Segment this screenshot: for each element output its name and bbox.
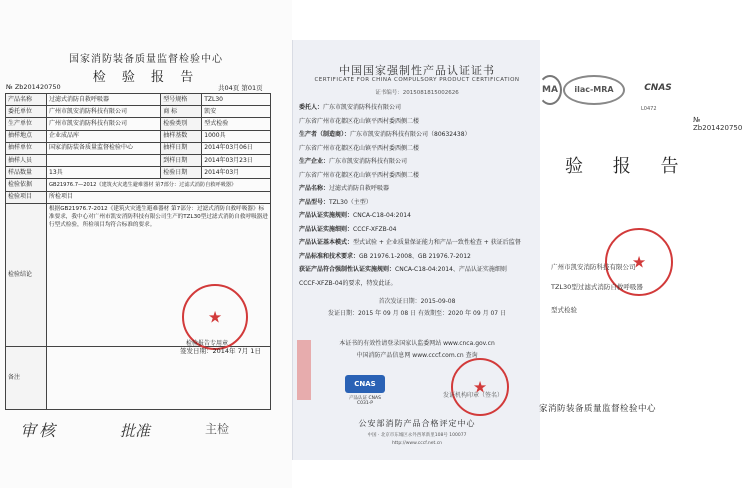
report-number: № Zb201420750 bbox=[693, 116, 743, 132]
field-value: 型式检验 bbox=[202, 118, 271, 130]
report-table bbox=[5, 93, 271, 410]
report-number: № Zb201420750 bbox=[6, 83, 61, 91]
star-icon: ★ bbox=[207, 307, 223, 327]
basis-label: 检验依据 bbox=[6, 179, 47, 191]
field-label: 样品数量 bbox=[6, 167, 47, 179]
cert-label: 委托人： bbox=[299, 104, 324, 111]
notes-value bbox=[47, 346, 271, 409]
inspection-report-left bbox=[0, 0, 292, 488]
cert-label: 产品认证实施规则： bbox=[299, 212, 354, 219]
field-value: 广州市凯安消防科技有限公司 bbox=[47, 118, 161, 130]
items-label: 检验项目 bbox=[6, 191, 47, 203]
cert-row bbox=[299, 156, 407, 165]
stamp-label: 检验报告专用章 bbox=[186, 340, 229, 347]
field-value: 广州市凯安消防科技有限公司 bbox=[47, 106, 161, 118]
report-row bbox=[6, 154, 271, 166]
cert-label: 产品认证基本模式： bbox=[299, 239, 354, 246]
cert-value: CNCA-C18-04:2014 bbox=[353, 212, 411, 219]
cert-value: CNCA-C18-04:2014、产品认证实施细则 bbox=[395, 266, 507, 273]
cert-row bbox=[299, 170, 419, 179]
cert-row bbox=[299, 183, 389, 192]
field-value: 过滤式消防自救呼吸器 bbox=[47, 94, 161, 106]
field-value: 国家消防装备质量监督检验中心 bbox=[47, 142, 161, 154]
report-row bbox=[6, 106, 271, 118]
cert-label: 产品名称： bbox=[299, 185, 330, 192]
field-label: 生产单位 bbox=[6, 118, 47, 130]
field-value: 1000具 bbox=[202, 130, 271, 142]
accreditation-logos bbox=[543, 75, 750, 105]
field-value: 13具 bbox=[47, 167, 161, 179]
verify-note-2: 中国消防产品信息网 www.cccf.com.cn 查询 bbox=[356, 352, 478, 359]
issuer-site: http://www.cccf.net.cn bbox=[391, 441, 443, 446]
cert-row bbox=[299, 237, 521, 246]
cert-title: 中国国家强制性产品认证证书 bbox=[339, 64, 495, 77]
notes-label: 备注 bbox=[6, 346, 47, 409]
product-name: TZL30型过滤式消防自救呼吸器 bbox=[551, 283, 643, 291]
cnas-sub: 产品认证 CNAS C031-P bbox=[349, 396, 381, 406]
star-icon: ★ bbox=[472, 377, 488, 397]
field-label: 到样日期 bbox=[161, 154, 202, 166]
red-mark bbox=[297, 340, 311, 400]
field-value: 凯安 bbox=[202, 106, 271, 118]
cert-number: 证书编号：2015081815002626 bbox=[375, 90, 459, 96]
field-label: 抽样人员 bbox=[6, 154, 47, 166]
report-footer: 家消防装备质量监督检验中心 bbox=[539, 404, 657, 414]
issuer-address: 中国 · 北京市东城区永外西革新里108号 100077 bbox=[367, 433, 467, 438]
star-icon: ★ bbox=[631, 252, 647, 272]
field-label: 抽样日期 bbox=[161, 142, 202, 154]
signature-2: 批准 bbox=[120, 422, 151, 440]
cnas-logo: CNAS bbox=[644, 83, 672, 93]
cert-row bbox=[299, 251, 471, 260]
cert-value: GB 21976.1-2008、GB 21976.7-2012 bbox=[359, 252, 471, 260]
field-label: 商 标 bbox=[161, 106, 202, 118]
cert-value: CCCF-XFZB-04 bbox=[353, 225, 397, 233]
issuer: 公安部消防产品合格评定中心 bbox=[358, 419, 476, 428]
field-label: 型号规格 bbox=[161, 94, 202, 106]
field-value: 2014年03月06日 bbox=[202, 142, 271, 154]
test-type: 型式检验 bbox=[551, 306, 577, 314]
report-row bbox=[6, 94, 271, 106]
report-title: 验 报 告 bbox=[565, 156, 691, 177]
cert-row bbox=[299, 264, 507, 273]
report-org: 国家消防装备质量监督检验中心 bbox=[69, 54, 223, 65]
red-seal-mid bbox=[451, 358, 509, 416]
inspection-report-right bbox=[539, 30, 750, 460]
signature-3: 主检 bbox=[205, 422, 230, 436]
cert-value: 广东省广州市花都区花山镇平西村委西侧二楼 bbox=[299, 117, 420, 125]
cert-row bbox=[299, 197, 372, 206]
cert-value: 广东市凯安消防科技有限公司（80632438） bbox=[350, 131, 471, 138]
field-label: 委托单位 bbox=[6, 106, 47, 118]
cert-label: 生产企业： bbox=[299, 158, 330, 165]
cert-value: 型式试验 + 企业质量保证能力和产品一致性检查 + 获证后监督 bbox=[353, 239, 521, 246]
cert-value: CCCF-XFZB-04的要求，特发此证。 bbox=[299, 279, 397, 287]
cert-row bbox=[299, 210, 411, 219]
cnas-number: L0472 bbox=[641, 106, 657, 112]
report-row bbox=[6, 118, 271, 130]
verify-note-1: 本证书的有效性请登录国家认监委网站 www.cnca.gov.cn bbox=[339, 340, 495, 347]
items-value: 所检项目 bbox=[47, 191, 271, 203]
issue-date: 签发日期：2014年 7月 1日 bbox=[180, 347, 261, 355]
cert-value: 广东省广州市花都区花山镇平西村委西侧二楼 bbox=[299, 171, 420, 179]
field-label: 检验日期 bbox=[161, 167, 202, 179]
cert-row bbox=[299, 278, 396, 287]
report-row bbox=[6, 167, 271, 179]
signature-1: 审核 bbox=[20, 421, 59, 440]
field-value: 企业成品库 bbox=[47, 130, 161, 142]
cert-row bbox=[299, 129, 471, 138]
field-value: 2014年03月 bbox=[202, 167, 271, 179]
field-label: 产品名称 bbox=[6, 94, 47, 106]
field-value bbox=[47, 154, 161, 166]
cert-label: 产品型号： bbox=[299, 198, 330, 206]
ccc-certificate bbox=[292, 40, 540, 460]
report-page: 共04页 第01页 bbox=[218, 84, 263, 92]
conclusion-text: 根据GB21976.7-2012《建筑火灾逃生避难器材 第7部分：过滤式消防自救呼吸器》标准要求，我中心对广州市凯安消防科技有限公司生产的TZL30型过滤式消防自救呼吸器进行型式检验，所检项目均符合标准的要求。 bbox=[47, 203, 271, 346]
cert-label: 产品标准和技术要求： bbox=[299, 252, 360, 260]
cert-value: 广东市凯安消防科技有限公司 bbox=[323, 104, 402, 111]
report-title: 检 验 报 告 bbox=[92, 70, 200, 85]
first-issue-date: 首次发证日期：2015-09-08 bbox=[378, 298, 456, 305]
cert-dates: 发证日期：2015 年 09 月 08 日 有效期至：2020 年 09 月 07 日 bbox=[327, 310, 507, 317]
report-row bbox=[6, 142, 271, 154]
field-label: 抽样地点 bbox=[6, 130, 47, 142]
cert-value: TZL30（主型） bbox=[329, 198, 372, 206]
cma-logo: MA bbox=[538, 75, 562, 105]
cert-value: 广东市凯安消防科技有限公司 bbox=[329, 158, 408, 165]
cert-label: 获证产品符合强制性认证实施规则： bbox=[299, 266, 396, 273]
field-value: TZL30 bbox=[202, 94, 271, 106]
report-row bbox=[6, 130, 271, 142]
cnas-logo: CNAS bbox=[345, 375, 385, 393]
company-name: 广州市凯安消防科技有限公司 bbox=[551, 263, 636, 271]
ilac-mra-logo: ilac-MRA bbox=[563, 75, 625, 105]
cert-label: 生产者（制造商）： bbox=[299, 131, 351, 138]
basis-value: GB21976.7—2012《建筑火灾逃生避难器材 第7部分：过滤式消防自救呼吸器》 bbox=[47, 179, 271, 191]
field-value: 2014年03月23日 bbox=[202, 154, 271, 166]
cert-value: 过滤式消防自救呼吸器 bbox=[329, 185, 390, 192]
conclusion-label: 检验结论 bbox=[6, 203, 47, 346]
seal-label: 发证机构印章（签名） bbox=[443, 392, 504, 399]
field-label: 检验类别 bbox=[161, 118, 202, 130]
field-label: 抽样基数 bbox=[161, 130, 202, 142]
field-label: 抽样单位 bbox=[6, 142, 47, 154]
cert-subtitle: CERTIFICATE FOR CHINA COMPULSORY PRODUCT CERTIFICATION bbox=[314, 77, 520, 83]
cert-row bbox=[299, 224, 397, 233]
cert-row bbox=[299, 116, 419, 125]
cert-row bbox=[299, 143, 419, 152]
cert-label: 产品认证实施细则： bbox=[299, 225, 354, 233]
cert-value: 广东省广州市花都区花山镇平西村委西侧二楼 bbox=[299, 144, 420, 152]
cert-row bbox=[299, 102, 401, 111]
